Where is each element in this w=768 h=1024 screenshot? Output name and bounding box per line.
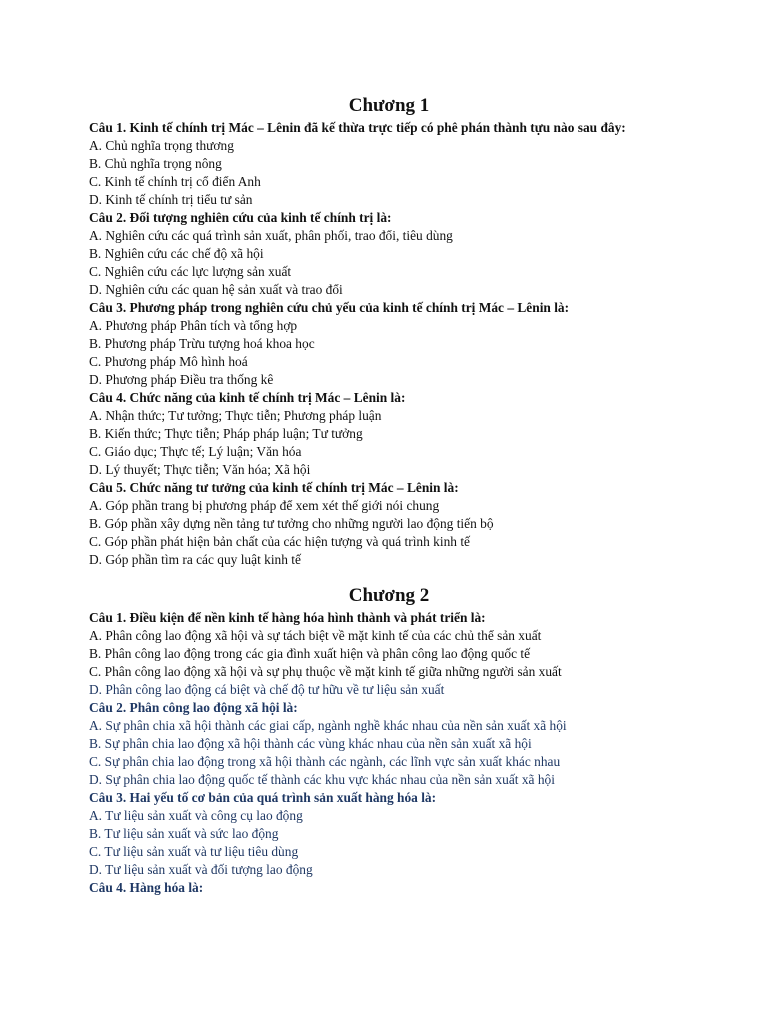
question-block xyxy=(89,699,689,789)
answer-option: C. Sự phân chia lao động trong xã hội thành các ngành, các lĩnh vực sản xuất khác nhau xyxy=(89,754,561,769)
answer-option: B. Phương pháp Trừu tượng hoá khoa học xyxy=(89,336,315,351)
answer-option: D. Nghiên cứu các quan hệ sản xuất và trao đổi xyxy=(89,282,343,297)
question-text: Câu 4. Hàng hóa là: xyxy=(89,880,204,895)
question-block xyxy=(89,479,689,569)
answer-option: B. Kiến thức; Thực tiễn; Pháp pháp luận; Tư tưởng xyxy=(89,426,363,441)
answer-option: A. Nghiên cứu các quá trình sản xuất, phân phối, trao đổi, tiêu dùng xyxy=(89,228,453,243)
chapter-1 xyxy=(89,93,689,569)
answer-option: B. Sự phân chia lao động xã hội thành các vùng khác nhau của nền sản xuất xã hội xyxy=(89,736,532,751)
answer-option: B. Chủ nghĩa trọng nông xyxy=(89,156,222,171)
chapter-title: Chương 1 xyxy=(348,95,430,116)
question-text: Câu 1. Kinh tế chính trị Mác – Lênin đã kế thừa trực tiếp có phê phán thành tựu nào sau đây: xyxy=(89,120,626,135)
answer-option: D. Tư liệu sản xuất và đối tượng lao động xyxy=(89,862,313,877)
answer-option: C. Góp phần phát hiện bản chất của các hiện tượng và quá trình kinh tế xyxy=(89,534,470,549)
answer-option: B. Tư liệu sản xuất và sức lao động xyxy=(89,826,279,841)
answer-option: A. Tư liệu sản xuất và công cụ lao động xyxy=(89,808,303,823)
chapter-title: Chương 2 xyxy=(348,585,430,606)
question-text: Câu 4. Chức năng của kinh tế chính trị Mác – Lênin là: xyxy=(89,390,406,405)
question-block xyxy=(89,789,689,879)
answer-option: A. Nhận thức; Tư tưởng; Thực tiễn; Phương pháp luận xyxy=(89,408,382,423)
question-text: Câu 5. Chức năng tư tưởng của kinh tế chính trị Mác – Lênin là: xyxy=(89,480,459,495)
answer-option: C. Phương pháp Mô hình hoá xyxy=(89,354,248,369)
question-block xyxy=(89,119,689,209)
question-block xyxy=(89,389,689,479)
answer-option: C. Phân công lao động xã hội và sự phụ thuộc về mặt kinh tế giữa những người sản xuất xyxy=(89,664,562,679)
answer-option: A. Sự phân chia xã hội thành các giai cấp, ngành nghề khác nhau của nền sản xuất xã hội xyxy=(89,718,567,733)
document-page xyxy=(89,93,689,897)
question-block xyxy=(89,299,689,389)
chapter-2 xyxy=(89,583,689,897)
question-text: Câu 1. Điều kiện để nền kinh tế hàng hóa hình thành và phát triển là: xyxy=(89,610,486,625)
answer-option: A. Chủ nghĩa trọng thương xyxy=(89,138,234,153)
question-text: Câu 3. Phương pháp trong nghiên cứu chủ yếu của kinh tế chính trị Mác – Lênin là: xyxy=(89,300,570,315)
answer-option: A. Phân công lao động xã hội và sự tách biệt về mặt kinh tế của các chủ thể sản xuất xyxy=(89,628,542,643)
answer-option: C. Nghiên cứu các lực lượng sản xuất xyxy=(89,264,292,279)
answer-option: C. Kinh tế chính trị cổ điển Anh xyxy=(89,174,261,189)
answer-option: D. Phương pháp Điều tra thống kê xyxy=(89,372,274,387)
answer-option: A. Góp phần trang bị phương pháp để xem xét thế giới nói chung xyxy=(89,498,440,513)
answer-option: C. Tư liệu sản xuất và tư liệu tiêu dùng xyxy=(89,844,299,859)
answer-option: D. Góp phần tìm ra các quy luật kinh tế xyxy=(89,552,301,567)
answer-option: A. Phương pháp Phân tích và tổng hợp xyxy=(89,318,298,333)
answer-option: D. Kinh tế chính trị tiểu tư sản xyxy=(89,192,253,207)
question-block xyxy=(89,879,689,897)
question-block xyxy=(89,209,689,299)
question-text: Câu 2. Đối tượng nghiên cứu của kinh tế chính trị là: xyxy=(89,210,392,225)
answer-option: D. Lý thuyết; Thực tiễn; Văn hóa; Xã hội xyxy=(89,462,311,477)
answer-option: D. Phân công lao động cá biệt và chế độ tư hữu về tư liệu sản xuất xyxy=(89,682,445,697)
answer-option: C. Giáo dục; Thực tế; Lý luận; Văn hóa xyxy=(89,444,302,459)
answer-option: B. Phân công lao động trong các gia đình xuất hiện và phân công lao động quốc tế xyxy=(89,646,531,661)
question-text: Câu 2. Phân công lao động xã hội là: xyxy=(89,700,298,715)
answer-option: B. Nghiên cứu các chế độ xã hội xyxy=(89,246,264,261)
question-text: Câu 3. Hai yếu tố cơ bản của quá trình sản xuất hàng hóa là: xyxy=(89,790,437,805)
answer-option: B. Góp phần xây dựng nền tảng tư tưởng cho những người lao động tiến bộ xyxy=(89,516,494,531)
answer-option: D. Sự phân chia lao động quốc tế thành các khu vực khác nhau của nền sản xuất xã hội xyxy=(89,772,555,787)
question-block xyxy=(89,609,689,699)
